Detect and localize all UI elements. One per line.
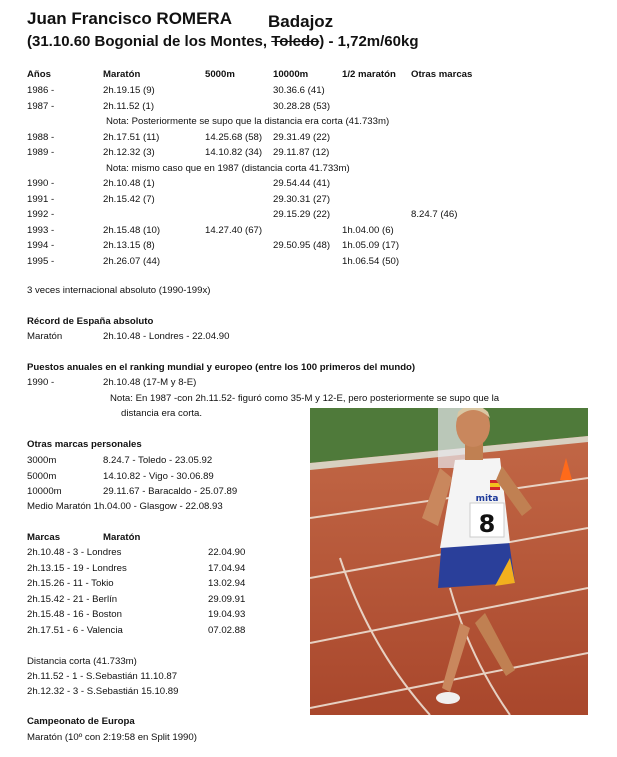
table-cell-other: 8.24.7 (46) [411,209,458,220]
short-distance-row: 2h.12.32 - 3 - S.Sebastián 15.10.89 [27,686,179,697]
table-cell-year: 1993 - [27,224,55,236]
other-mark-label: 10000m [27,486,62,497]
table-cell-m5: 14.10.82 (34) [205,147,263,158]
record-value: 2h.10.48 - Londres - 22.04.90 [103,331,230,342]
ranking-note-line1: Nota: En 1987 -con 2h.11.52- figuró como 35-M y 12-E, pero posteriormente se supo que la [110,393,500,404]
other-mark-value: 14.10.82 - Vigo - 30.06.89 [103,470,214,482]
table-cell-mar: 2h.15.48 (10) [103,224,161,236]
marathon-mark: 2h.15.26 - 11 - Tokio [27,578,114,589]
table-cell-m10: 29.50.95 (48) [273,240,331,251]
table-cell-year: 1988 - [27,131,55,143]
marathon-mark: 2h.13.15 - 19 - Londres [27,562,127,574]
marathon-mark-date: 17.04.94 [208,562,246,574]
short-distance-row: 2h.11.52 - 1 - S.Sebastián 11.10.87 [27,671,178,682]
table-cell-half: 1h.05.09 (17) [342,240,400,251]
marathon-mark: 2h.15.42 - 21 - Berlín [27,593,118,605]
table-cell-year: 1994 - [27,240,55,251]
table-note: Nota: Posteriormente se supo que la distancia era corta (41.733m) [106,116,390,127]
other-mark-label: 5000m [27,470,57,482]
table-header: 10000m [273,69,309,80]
international-caps: 3 veces internacional absoluto (1990-199x) [27,285,211,296]
ranking-title: Puestos anuales en el ranking mundial y europeo (entre los 100 primeros del mundo) [27,362,416,373]
birth-prefix: (31.10.60 Bogonial de los Montes, [27,33,272,50]
table-cell-m5: 14.27.40 (67) [205,224,263,236]
record-title: Récord de España absoluto [27,316,154,327]
marathon-mark-date: 29.09.91 [208,593,246,605]
table-cell-m10: 30.28.28 (53) [273,100,331,112]
athlete-city: Badajoz [268,12,334,31]
marathon-mark-date: 13.02.94 [208,578,246,589]
table-cell-m10: 29.30.31 (27) [273,193,331,205]
bib-sponsor: mita [475,494,499,504]
athlete-name: Juan Francisco ROMERA [27,9,232,28]
table-cell-year: 1992 - [27,209,55,220]
table-cell-mar: 2h.17.51 (11) [103,131,160,143]
birth-struck-place: Toledo [271,33,320,50]
athlete-photo [310,408,588,715]
table-cell-mar: 2h.13.15 (8) [103,240,155,251]
half-marathon-mark: Medio Maratón 1h.04.00 - Glasgow - 22.08.93 [27,501,223,512]
table-header: 5000m [205,69,235,80]
table-header: Otras marcas [411,69,473,80]
table-cell-m10: 29.11.87 (12) [273,147,330,158]
marathon-mark: 2h.10.48 - 3 - Londres [27,547,122,558]
table-cell-m10: 29.54.44 (41) [273,178,331,189]
birth-suffix: ) - 1,72m/60kg [319,33,419,50]
other-mark-value: 29.11.67 - Baracaldo - 25.07.89 [103,486,238,497]
bib-number: 8 [478,510,496,538]
marathon-mark: 2h.15.48 - 16 - Boston [27,609,122,620]
table-cell-year: 1991 - [27,193,55,205]
other-marks-title: Otras marcas personales [27,439,142,450]
marks-header-2: Maratón [103,532,141,543]
table-cell-year: 1986 - [27,85,55,96]
table-header: Maratón [103,69,141,80]
table-cell-year: 1987 - [27,100,55,112]
table-cell-half: 1h.04.00 (6) [342,224,394,236]
table-cell-half: 1h.06.54 (50) [342,255,400,267]
short-distance-title: Distancia corta (41.733m) [27,656,137,667]
europe-title: Campeonato de Europa [27,716,135,727]
runner-shoe [436,692,460,704]
marathon-mark-date: 22.04.90 [208,547,246,558]
other-mark-label: 3000m [27,455,57,466]
runner-illustration [310,408,588,715]
table-cell-mar: 2h.15.42 (7) [103,193,155,205]
marks-header-1: Marcas [27,532,61,543]
table-cell-mar: 2h.12.32 (3) [103,147,155,158]
marathon-mark-date: 19.04.93 [208,609,246,620]
table-cell-m10: 30.36.6 (41) [273,85,325,96]
record-label: Maratón [27,331,63,342]
athlete-birth-info [27,33,419,50]
ranking-note-line2: distancia era corta. [121,408,203,419]
ranking-year: 1990 - [27,377,55,388]
table-cell-year: 1989 - [27,147,55,158]
other-mark-value: 8.24.7 - Toledo - 23.05.92 [103,455,213,466]
europe-result: Maratón (10º con 2:19:58 en Split 1990) [27,732,197,743]
table-cell-mar: 2h.11.52 (1) [103,100,155,112]
marathon-mark-date: 07.02.88 [208,624,246,636]
ranking-value: 2h.10.48 (17-M y 8-E) [103,377,197,388]
table-header: Años [27,69,51,80]
table-cell-m10: 29.15.29 (22) [273,209,331,220]
table-cell-year: 1990 - [27,178,55,189]
table-cell-mar: 2h.19.15 (9) [103,85,155,96]
table-cell-m5: 14.25.68 (58) [205,131,263,143]
marathon-mark: 2h.17.51 - 6 - Valencia [27,624,123,636]
table-cell-mar: 2h.10.48 (1) [103,178,155,189]
table-cell-mar: 2h.26.07 (44) [103,255,161,267]
table-note: Nota: mismo caso que en 1987 (distancia corta 41.733m) [106,162,350,174]
table-cell-year: 1995 - [27,255,55,267]
table-header: 1/2 maratón [342,69,396,80]
table-cell-m10: 29.31.49 (22) [273,131,331,143]
